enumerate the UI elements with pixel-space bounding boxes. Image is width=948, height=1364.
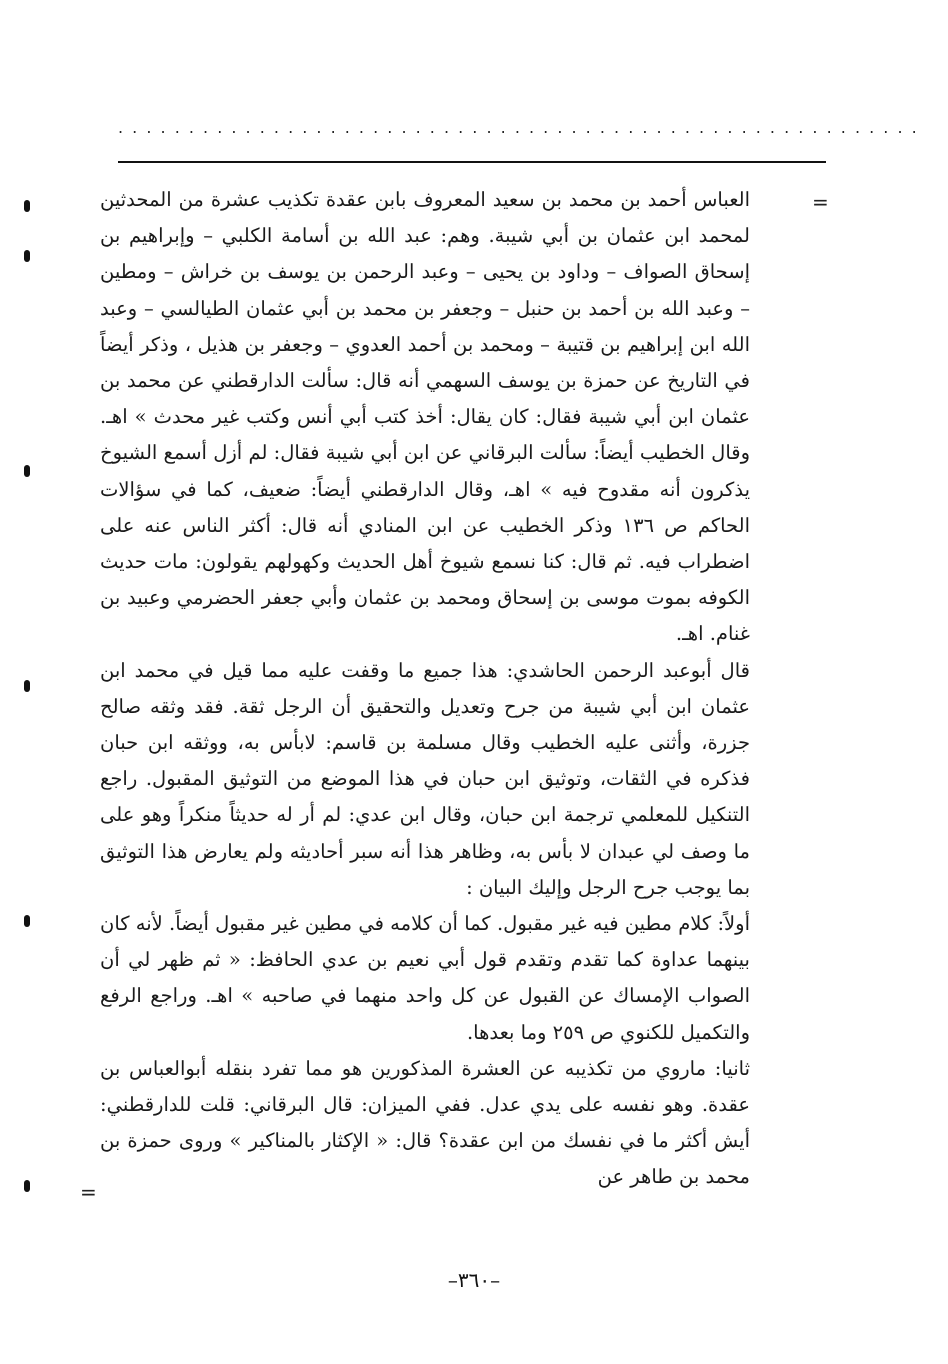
page-number: –٣٦٠– bbox=[447, 1268, 501, 1292]
continuation-mark-top: = bbox=[812, 190, 829, 214]
page-body bbox=[100, 182, 750, 1196]
paragraph-1: العباس أحمد بن محمد بن سعيد المعروف بابن عقدة تكذيب عشرة من المحدثين لمحمد ابن عثمان بن أبي شيبة. وهم: عبد الله بن أسامة الكلبي – وإبراهيم بن إسحاق الصواف – وداود بن يحيى – وعبد الرحمن بن يوسف بن خراش – ومطين – وعبد الله بن أحمد بن حنبل – وجعفر بن محمد بن أبي عثمان الطيالسي – وعبد الله ابن إبراهيم بن قتيبة – ومحمد بن أحمد العدوي – وجعفر بن هذيل ، وذكر أيضاً في التاريخ عن حمزة بن يوسف السهمي أنه قال: سألت الدارقطني عن محمد بن عثمان ابن أبي شيبة فقال: كان يقال: أخذ كتب أبي أنس وكتب غير محدث » اهـ. وقال الخطيب أيضاً: سألت البرقاني عن ابن أبي شيبة فقال: لم أزل أسمع الشيوخ يذكرون أنه مقدوح فيه » اهـ، وقال الدارقطني أيضاً: ضعيف، كما في سؤالات الحاكم ص ١٣٦ وذكر الخطيب عن ابن المنادي أنه قال: أكثر الناس عنه على اضطراب فيه. ثم قال: كنا نسمع شيوخ أهل الحديث وكهولهم يقولون: مات حديث الكوفه بموت موسى بن إسحاق ومحمد بن عثمان وأبي جعفر الحضرمي وعبيد بن غنام. اهـ. bbox=[100, 188, 751, 646]
margin-binding-mark bbox=[24, 200, 30, 212]
margin-binding-mark bbox=[24, 465, 30, 477]
margin-binding-mark bbox=[24, 680, 30, 692]
paragraph-3: أولاً: كلام مطين فيه غير مقبول. كما أن كلامه في مطين غير مقبول أيضاً. لأنه كان بينهما عداوة كما تقدم وتقدم قول أبي نعيم بن عدي الحافظ: « ثم ظهر لي أن الصواب الإمساك عن القبول عن كل واحد منهما في صاحبه » اهـ. وراجع الرفع والتكميل للكنوي ص ٢٥٩ وما بعدها. bbox=[100, 912, 750, 1044]
paragraph-4: ثانيا: ماروي من تكذيبه عن العشرة المذكورين هو مما تفرد بنقله أبوالعباس بن عقدة. وهو نفسه على يدي عدل. ففي الميزان: قال البرقاني: قلت للدارقطني: أيش أكثر ما في نفسك من ابن عقدة؟ قال: « الإكثار بالمناكير » وروى حمزة بن محمد بن طاهر عن bbox=[100, 1056, 750, 1189]
margin-binding-mark bbox=[24, 915, 30, 927]
margin-binding-mark bbox=[24, 250, 30, 262]
continuation-mark-bottom: = bbox=[80, 1180, 97, 1204]
paragraph-2: قال أبوعبد الرحمن الحاشدي: هذا جميع ما وقفت عليه مما قيل في محمد ابن عثمان ابن أبي شيبة من جرح وتعديل والتحقيق أن الرجل ثقة. فقد وثقه صالح جزرة، وأثنى عليه الخطيب وقال مسلمة بن قاسم: لابأس به، ووثقه ابن حبان فذكره في الثقات، وتوثيق ابن حبان في هذا الموضع من التوثيق المقبول. راجع التنكيل للمعلمي ترجمة ابن حبان، وقال ابن عدي: لم أر له حديثاً منكراً وهو على ما وصف لي عبدان لا بأس به، وظاهر هذا أنه سبر أحاديثه ولم يعارض هذا التوثيق بما يوجب جرح الرجل وإليك البيان : bbox=[100, 658, 750, 899]
header-dotted-rule: . . . . . . . . . . . . . . . . . . . . . . . . . . . . . . . . . . . . . . . . . . . . . . . . . . . . . . . . . bbox=[118, 118, 919, 137]
header-rule bbox=[118, 161, 826, 163]
margin-binding-mark bbox=[24, 1180, 30, 1192]
